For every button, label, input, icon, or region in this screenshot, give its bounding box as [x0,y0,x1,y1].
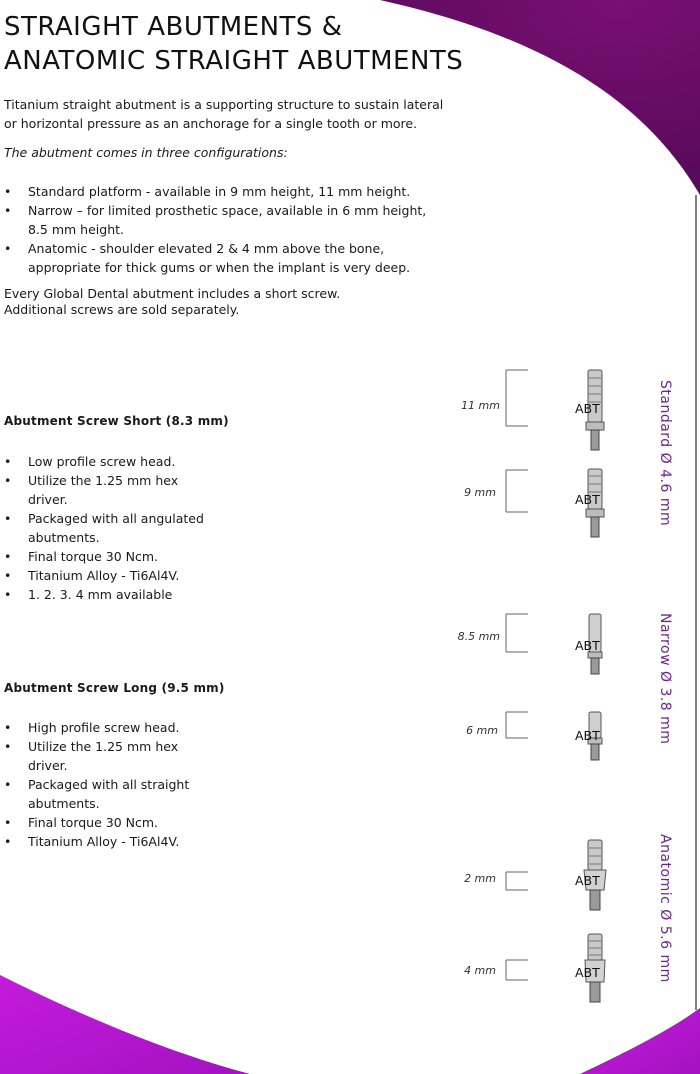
title-line-1: STRAIGHT ABUTMENTS & [4,12,343,42]
list-item: • Narrow – for limited prosthetic space, available in 6 mm height, 8.5 mm height. [4,201,444,239]
configs-note: The abutment comes in three configurations: [4,145,288,160]
list-item: • Packaged with all straight abutments. [4,775,214,813]
list-item: • Utilize the 1.25 mm hex driver. [4,737,214,775]
config-list [4,182,444,277]
abutment-label: ABT [575,492,600,507]
group-label-standard: Standard Ø 4.6 mm [657,380,673,527]
list-item: • Final torque 30 Ncm. [4,813,214,832]
abutment-height: 4 mm [464,964,496,977]
list-item: • Low profile screw head. [4,452,214,471]
abutment-standard-icon [500,368,620,452]
list-item: • Anatomic - shoulder elevated 2 & 4 mm above the bone, appropriate for thick gums or when the implant is very deep. [4,239,444,277]
list-item: • Titanium Alloy - Ti6Al4V. [4,832,214,851]
abutment-narrow-icon [500,612,620,676]
screw-long-list [4,718,214,851]
group-label-narrow: Narrow Ø 3.8 mm [657,613,673,745]
abutment-label: ABT [575,401,600,416]
abutment-height: 2 mm [464,872,496,885]
screw-long-title: Abutment Screw Long (9.5 mm) [4,681,225,695]
abutment-standard-icon [500,466,620,542]
abutment-label: ABT [575,873,600,888]
list-item: • Standard platform - available in 9 mm height, 11 mm height. [4,182,444,201]
screw-note-line-1: Every Global Dental abutment includes a short screw. [4,286,341,301]
title-line-2: ANATOMIC STRAIGHT ABUTMENTS [4,46,464,76]
list-item: • Final torque 30 Ncm. [4,547,214,566]
list-item: • Titanium Alloy - Ti6Al4V. [4,566,214,585]
list-item: • 1. 2. 3. 4 mm available [4,585,214,604]
list-item: • High profile screw head. [4,718,214,737]
list-item: • Packaged with all angulated abutments. [4,509,214,547]
intro-text: Titanium straight abutment is a supporting structure to sustain lateral or horizontal pressure as an anchorage for a single tooth or more. [4,97,444,131]
list-item: • Utilize the 1.25 mm hex driver. [4,471,214,509]
abutment-narrow-icon [500,708,620,764]
abutment-anatomic-icon [500,932,620,1006]
abutment-height: 9 mm [464,486,496,499]
abutment-anatomic-icon [500,838,620,914]
page-title [4,10,474,78]
abutment-label: ABT [575,638,600,653]
screw-short-list [4,452,214,604]
abutment-label: ABT [575,728,600,743]
abutment-height: 8.5 mm [457,630,500,643]
screw-note-line-2: Additional screws are sold separately. [4,302,240,317]
abutment-height: 11 mm [461,399,500,412]
group-label-anatomic: Anatomic Ø 5.6 mm [657,834,673,983]
screw-short-title: Abutment Screw Short (8.3 mm) [4,414,229,428]
screw-note [4,286,404,318]
abutment-height: 6 mm [466,724,498,737]
abutment-label: ABT [575,965,600,980]
